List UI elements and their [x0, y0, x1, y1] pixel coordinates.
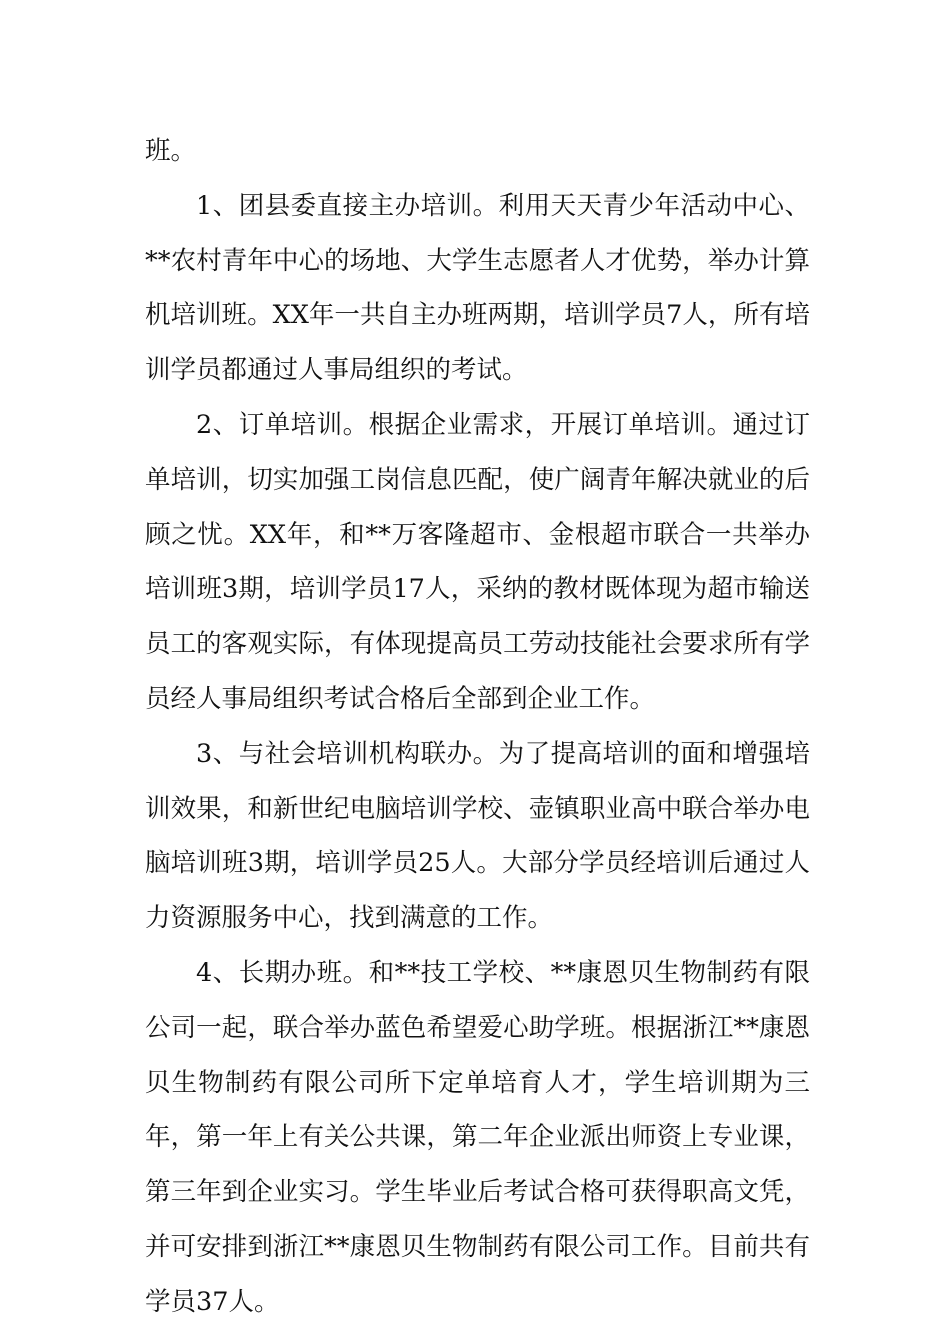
paragraph-item-1: 1、团县委直接主办培训。利用天天青少年活动中心、**农村青年中心的场地、大学生志愿者人才优势，举办计算机培训班。XX年一共自主办班两期，培训学员7人，所有培训学员都通过人事局组织的考试。: [145, 190, 810, 386]
paragraph-item-2: 2、订单培训。根据企业需求，开展订单培训。通过订单培训，切实加强工岗信息匹配，使广阔青年解决就业的后顾之忧。XX年，和**万客隆超市、金根超市联合一共举办培训班3期，培训学员17人，采纳的教材既体现为超市输送员工的客观实际，有体现提高员工劳动技能社会要求所有学员经人事局组织考试合格后全部到企业工作。: [145, 409, 810, 714]
document-body: [145, 124, 810, 1330]
paragraph-item-4: 4、长期办班。和**技工学校、**康恩贝生物制药有限公司一起，联合举办蓝色希望爱心助学班。根据浙江**康恩贝生物制药有限公司所下定单培育人才，学生培训期为三年，第一年上有关公共课，第二年企业派出师资上专业课，第三年到企业实习。学生毕业后考试合格可获得职高文凭，并可安排到浙江**康恩贝生物制药有限公司工作。目前共有学员37人。: [145, 957, 810, 1317]
paragraph-continuation: 班。: [145, 136, 197, 166]
paragraph-item-3: 3、与社会培训机构联办。为了提高培训的面和增强培训效果，和新世纪电脑培训学校、壶镇职业高中联合举办电脑培训班3期，培训学员25人。大部分学员经培训后通过人力资源服务中心，找到满意的工作。: [145, 738, 810, 934]
